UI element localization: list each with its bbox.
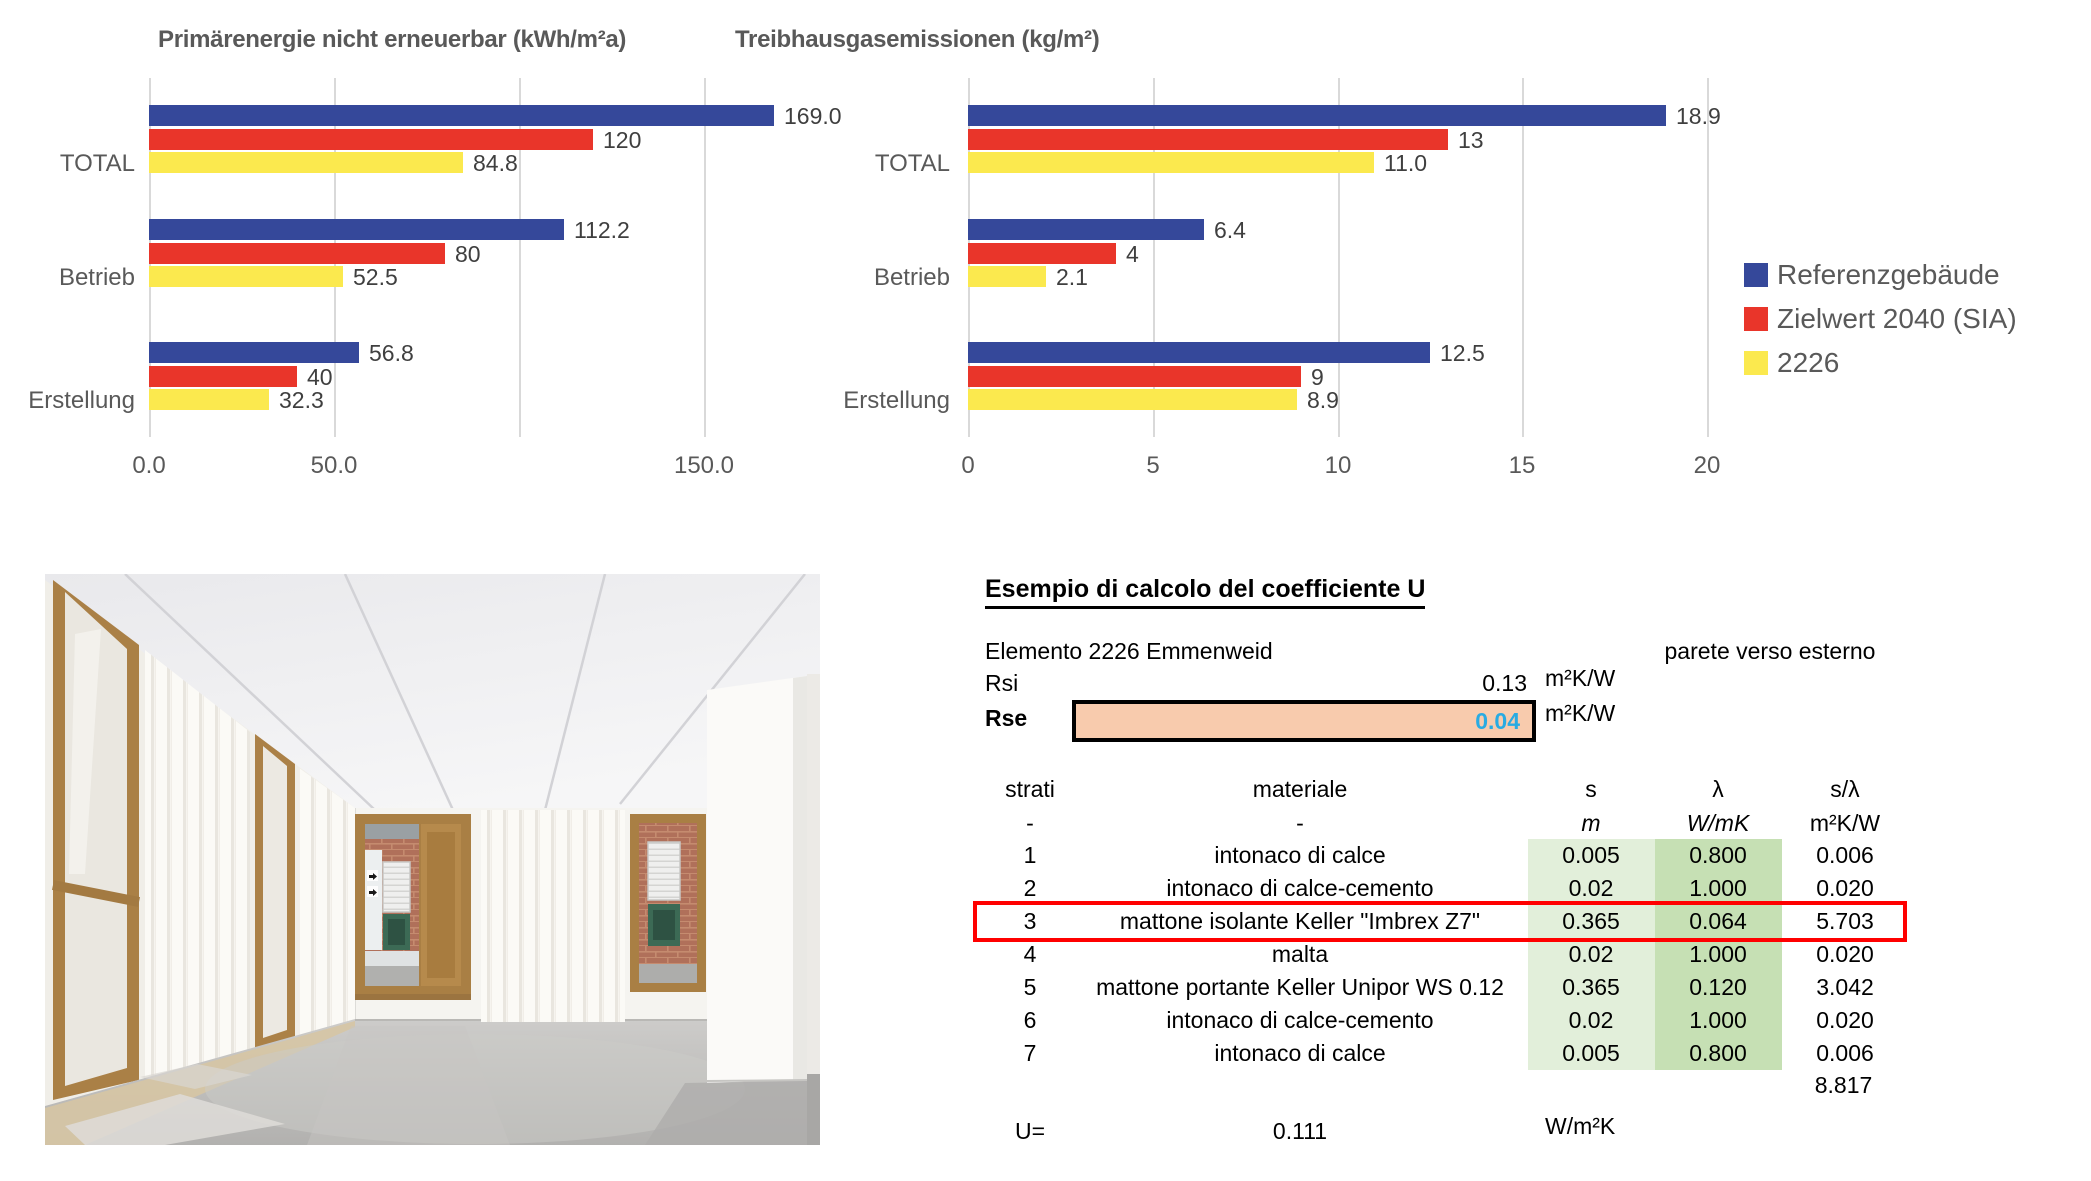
table-cell: 0.020 (1816, 1007, 1874, 1033)
column-header: materiale (1252, 776, 1348, 802)
bar-value-label: 80 (455, 241, 481, 267)
table-cell: 5 (1023, 974, 1037, 1000)
table-cell: 7 (1023, 1040, 1037, 1066)
legend-swatch-icon (1744, 263, 1768, 287)
bar-value-label: 12.5 (1440, 340, 1485, 366)
u-calculation-table (985, 575, 1925, 1181)
table-cell: 0.365 (1562, 974, 1620, 1000)
bar-value-label: 56.8 (369, 340, 414, 366)
table-cell: intonaco di calce-cemento (1166, 875, 1434, 901)
table-cell: 0.020 (1816, 941, 1874, 967)
bar-series-3 (968, 389, 1297, 410)
column-subheader: m (1581, 810, 1601, 836)
table-cell: 2 (1023, 875, 1037, 901)
u-result-label: U= (1015, 1118, 1046, 1144)
column-header: s/λ (1830, 776, 1860, 802)
category-label: Erstellung (28, 387, 135, 414)
bar-value-label: 4 (1126, 241, 1139, 267)
bar-value-label: 84.8 (473, 150, 518, 176)
table-cell: 4 (1023, 941, 1037, 967)
table-cell: 0.064 (1689, 908, 1747, 934)
element-label: Elemento 2226 Emmenweid (985, 638, 1273, 664)
legend-label: Referenzgebäude (1777, 259, 2000, 290)
bar-value-label: 52.5 (353, 264, 398, 290)
x-tick-label: 0 (961, 452, 975, 479)
x-tick-label: 15 (1508, 452, 1536, 479)
chart-title-ghg-emissions: Treibhausgasemissionen (kg/m²) (735, 26, 1100, 53)
legend-item (1744, 297, 2017, 341)
table-cell: 0.02 (1568, 941, 1614, 967)
x-tick-label: 50.0 (310, 452, 358, 479)
table-cell: 1.000 (1689, 875, 1747, 901)
category-label: Erstellung (843, 387, 950, 414)
table-cell: 0.120 (1689, 974, 1747, 1000)
table-cell: 0.006 (1816, 1040, 1874, 1066)
table-cell: 3 (1023, 908, 1037, 934)
table-cell: 0.006 (1816, 842, 1874, 868)
bar-series-3 (968, 266, 1046, 287)
column-header: strati (1005, 776, 1055, 802)
bar-series-2 (968, 129, 1448, 150)
legend-label: 2226 (1777, 347, 1840, 378)
table-cell: 5.703 (1816, 908, 1874, 934)
orientation-label: parete verso esterno (1664, 638, 1876, 664)
table-cell: 3.042 (1816, 974, 1874, 1000)
bar-value-label: 2.1 (1056, 264, 1088, 290)
slambda-total: 8.817 (1814, 1072, 1873, 1098)
legend-item (1744, 341, 2017, 385)
table-cell: 0.800 (1689, 842, 1747, 868)
table-cell: 0.02 (1568, 875, 1614, 901)
table-cell: 0.005 (1562, 1040, 1620, 1066)
bar-value-label: 8.9 (1307, 387, 1339, 413)
bar-value-label: 120 (603, 127, 642, 153)
u-result-unit: W/m²K (1545, 1113, 1616, 1139)
interior-photo-graphic (45, 574, 820, 1145)
table-cell: 1 (1023, 842, 1037, 868)
bar-series-1 (968, 219, 1204, 240)
x-tick-label: 20 (1693, 452, 1721, 479)
column-header: λ (1712, 776, 1724, 802)
bar-series-2 (968, 366, 1301, 387)
rsi-unit: m²K/W (1545, 665, 1616, 691)
table-cell: 1.000 (1689, 941, 1747, 967)
bar-value-label: 13 (1458, 127, 1484, 153)
rse-value: 0.04 (1475, 707, 1520, 734)
bar-value-label: 9 (1311, 364, 1324, 390)
column-subheader: W/mK (1686, 810, 1750, 836)
table-cell: 0.02 (1568, 1007, 1614, 1033)
column-subheader: - (1026, 810, 1034, 836)
table-cell: mattone isolante Keller "Imbrex Z7" (1119, 908, 1481, 934)
rsi-value: 0.13 (1482, 670, 1527, 696)
table-cell: 0.365 (1562, 908, 1620, 934)
x-tick-label: 0.0 (132, 452, 166, 479)
legend-swatch-icon (1744, 307, 1768, 331)
chart-title-primary-energy: Primärenergie nicht erneuerbar (kWh/m²a) (158, 26, 627, 53)
column-header: s (1585, 776, 1597, 802)
interior-photo (45, 574, 820, 1145)
table-cell: malta (1271, 941, 1329, 967)
table-cell: 6 (1023, 1007, 1037, 1033)
rse-input-box[interactable] (1072, 700, 1536, 742)
bar-value-label: 11.0 (1384, 150, 1428, 176)
chart-legend (1744, 253, 2017, 385)
x-tick-label: 5 (1146, 452, 1160, 479)
bar-value-label: 40 (307, 364, 333, 390)
gridline (1707, 78, 1709, 437)
bar-value-label: 169.0 (784, 103, 842, 129)
bar-value-label: 32.3 (279, 387, 324, 413)
u-table-title: Esempio di calcolo del coefficiente U (985, 575, 1425, 609)
bar-value-label: 6.4 (1214, 217, 1246, 243)
x-tick-label: 10 (1324, 452, 1352, 479)
table-cell: 0.020 (1816, 875, 1874, 901)
legend-item (1744, 253, 2017, 297)
table-cell: 1.000 (1689, 1007, 1747, 1033)
gridline (1522, 78, 1524, 437)
bar-series-1 (968, 105, 1666, 126)
table-cell: mattone portante Keller Unipor WS 0.12 (1096, 974, 1504, 1000)
bar-value-label: 112.2 (574, 217, 630, 243)
bar-series-2 (968, 243, 1116, 264)
column-subheader: - (1296, 810, 1304, 836)
bar-series-1 (968, 342, 1430, 363)
bar-value-label: 18.9 (1676, 103, 1721, 129)
legend-swatch-icon (1744, 351, 1768, 375)
table-cell: intonaco di calce-cemento (1166, 1007, 1434, 1033)
bar-series-3 (968, 152, 1374, 173)
category-label: TOTAL (874, 150, 950, 177)
table-cell: 0.800 (1689, 1040, 1747, 1066)
column-subheader: m²K/W (1809, 810, 1881, 836)
rsi-label: Rsi (985, 670, 1019, 696)
legend-label: Zielwert 2040 (SIA) (1777, 303, 2017, 334)
category-label: TOTAL (59, 150, 135, 177)
rse-unit: m²K/W (1545, 700, 1616, 726)
table-cell: intonaco di calce (1214, 842, 1386, 868)
table-cell: intonaco di calce (1214, 1040, 1386, 1066)
highlighted-row-frame (973, 901, 1907, 942)
rse-label: Rse (985, 705, 1028, 731)
category-label: Betrieb (873, 264, 950, 291)
u-result-value: 0.111 (1272, 1118, 1328, 1144)
table-cell: 0.005 (1562, 842, 1620, 868)
category-label: Betrieb (58, 264, 135, 291)
x-tick-label: 150.0 (673, 452, 735, 479)
